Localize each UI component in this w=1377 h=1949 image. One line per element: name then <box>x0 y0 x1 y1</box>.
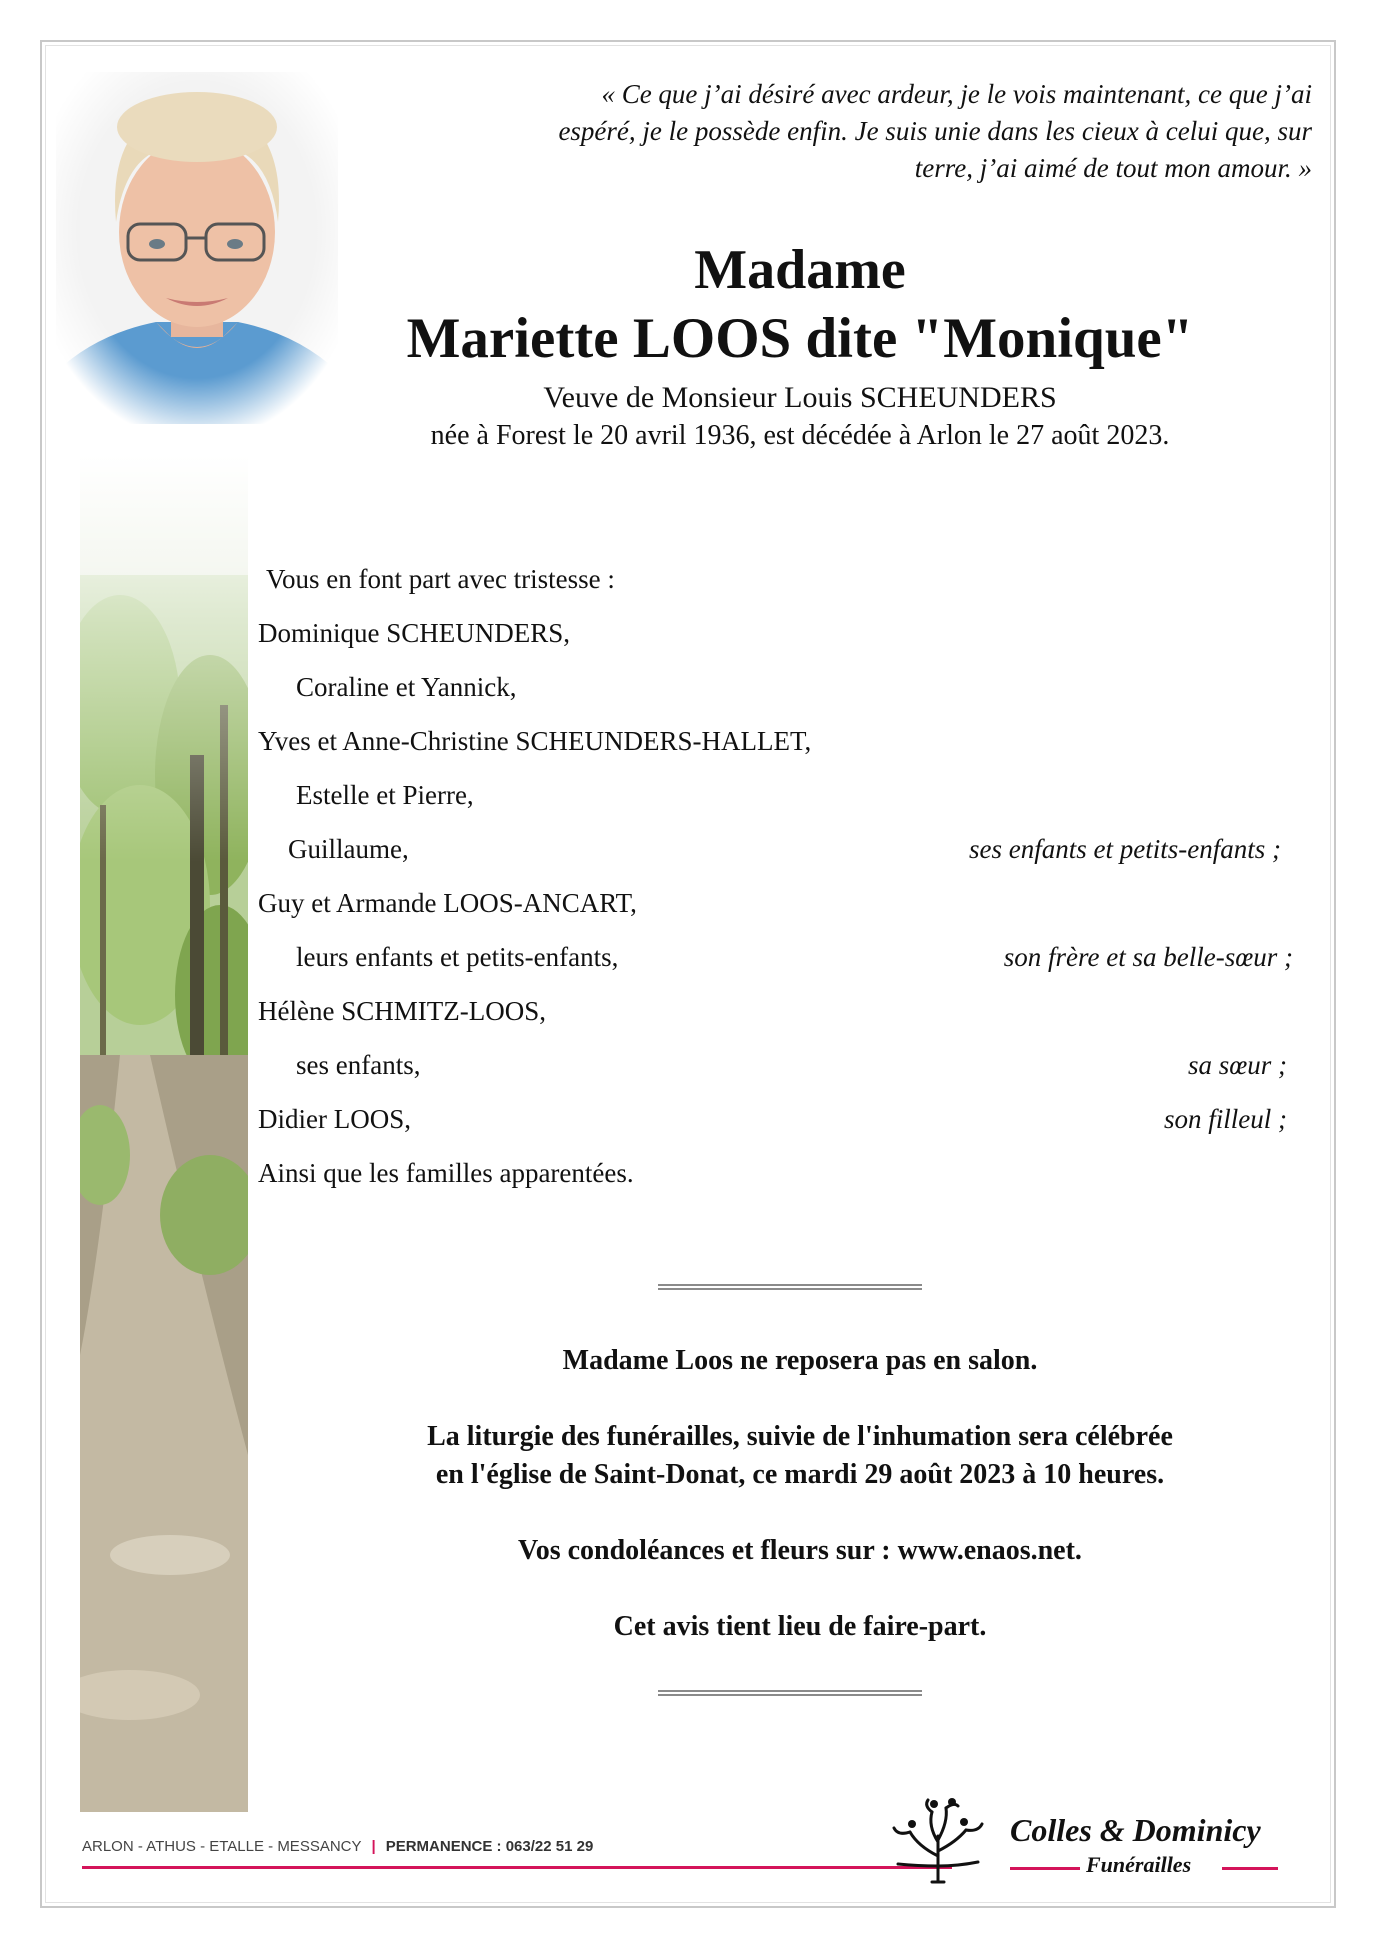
list-item: Estelle et Pierre, <box>296 780 474 810</box>
list-item: Guy et Armande LOOS-ANCART, <box>258 888 637 918</box>
salon-note: Madame Loos ne reposera pas en salon. <box>562 1345 1038 1376</box>
list-item: Yves et Anne-Christine SCHEUNDERS-HALLET, <box>258 726 812 756</box>
relation-label: son frère et sa belle-sœur ; <box>1003 942 1293 972</box>
birth-death-dates: née à Forest le 20 avril 1936, est décédée à Arlon le 27 août 2023. <box>430 420 1170 451</box>
mourners-intro: Vous en font part avec tristesse : <box>266 564 615 594</box>
epitaph-quote <box>400 76 1312 187</box>
footer-divider: | <box>371 1838 376 1855</box>
quote-line: « Ce que j’ai désiré avec ardeur, je le vois maintenant, ce que j’ai <box>601 79 1312 109</box>
separator <box>658 1284 922 1290</box>
list-item: Hélène SCHMITZ-LOOS, <box>258 996 546 1026</box>
condolences-note: Vos condoléances et fleurs sur : www.enaos.net. <box>518 1535 1082 1566</box>
separator <box>658 1690 922 1696</box>
honorific: Madame <box>694 239 906 301</box>
notice-note: Cet avis tient lieu de faire-part. <box>613 1611 987 1642</box>
brand-accent-line <box>1010 1867 1080 1870</box>
quote-line: espéré, je le possède enfin. Je suis unie dans les cieux à celui que, sur <box>558 116 1312 146</box>
list-item: Ainsi que les familles apparentées. <box>258 1158 634 1188</box>
deceased-name: Mariette LOOS dite "Monique" <box>406 307 1194 370</box>
relation-label: sa sœur ; <box>1187 1050 1287 1080</box>
footer-permanence: PERMANENCE : 063/22 51 29 <box>385 1838 594 1855</box>
relation-label: ses enfants et petits-enfants ; <box>969 834 1281 864</box>
list-item: leurs enfants et petits-enfants, <box>296 942 619 972</box>
relation-label: son filleul ; <box>1164 1104 1287 1134</box>
brand-subtitle: Funérailles <box>1086 1852 1192 1877</box>
tree-logo-icon <box>888 1796 988 1884</box>
widow-of: Veuve de Monsieur Louis SCHEUNDERS <box>543 381 1057 414</box>
footer-locations: ARLON - ATHUS - ETALLE - MESSANCY <box>82 1838 362 1855</box>
brand-name: Colles & Dominicy <box>1010 1812 1261 1848</box>
portrait-photo <box>56 72 338 424</box>
liturgy-line: en l'église de Saint-Donat, ce mardi 29 août 2023 à 10 heures. <box>435 1459 1165 1490</box>
list-item: ses enfants, <box>296 1050 421 1080</box>
brand-accent-line <box>1222 1867 1278 1870</box>
quote-line: terre, j’ai aimé de tout mon amour. » <box>914 153 1312 183</box>
footer-contact <box>82 1838 593 1855</box>
list-item: Coraline et Yannick, <box>296 672 517 702</box>
liturgy-line: La liturgie des funérailles, suivie de l'inhumation sera célébrée <box>427 1421 1173 1452</box>
list-item: Guillaume, <box>288 834 409 864</box>
footer-accent-line <box>82 1866 952 1869</box>
forest-path-photo <box>80 455 248 1812</box>
list-item: Dominique SCHEUNDERS, <box>258 618 571 648</box>
list-item: Didier LOOS, <box>258 1104 411 1134</box>
